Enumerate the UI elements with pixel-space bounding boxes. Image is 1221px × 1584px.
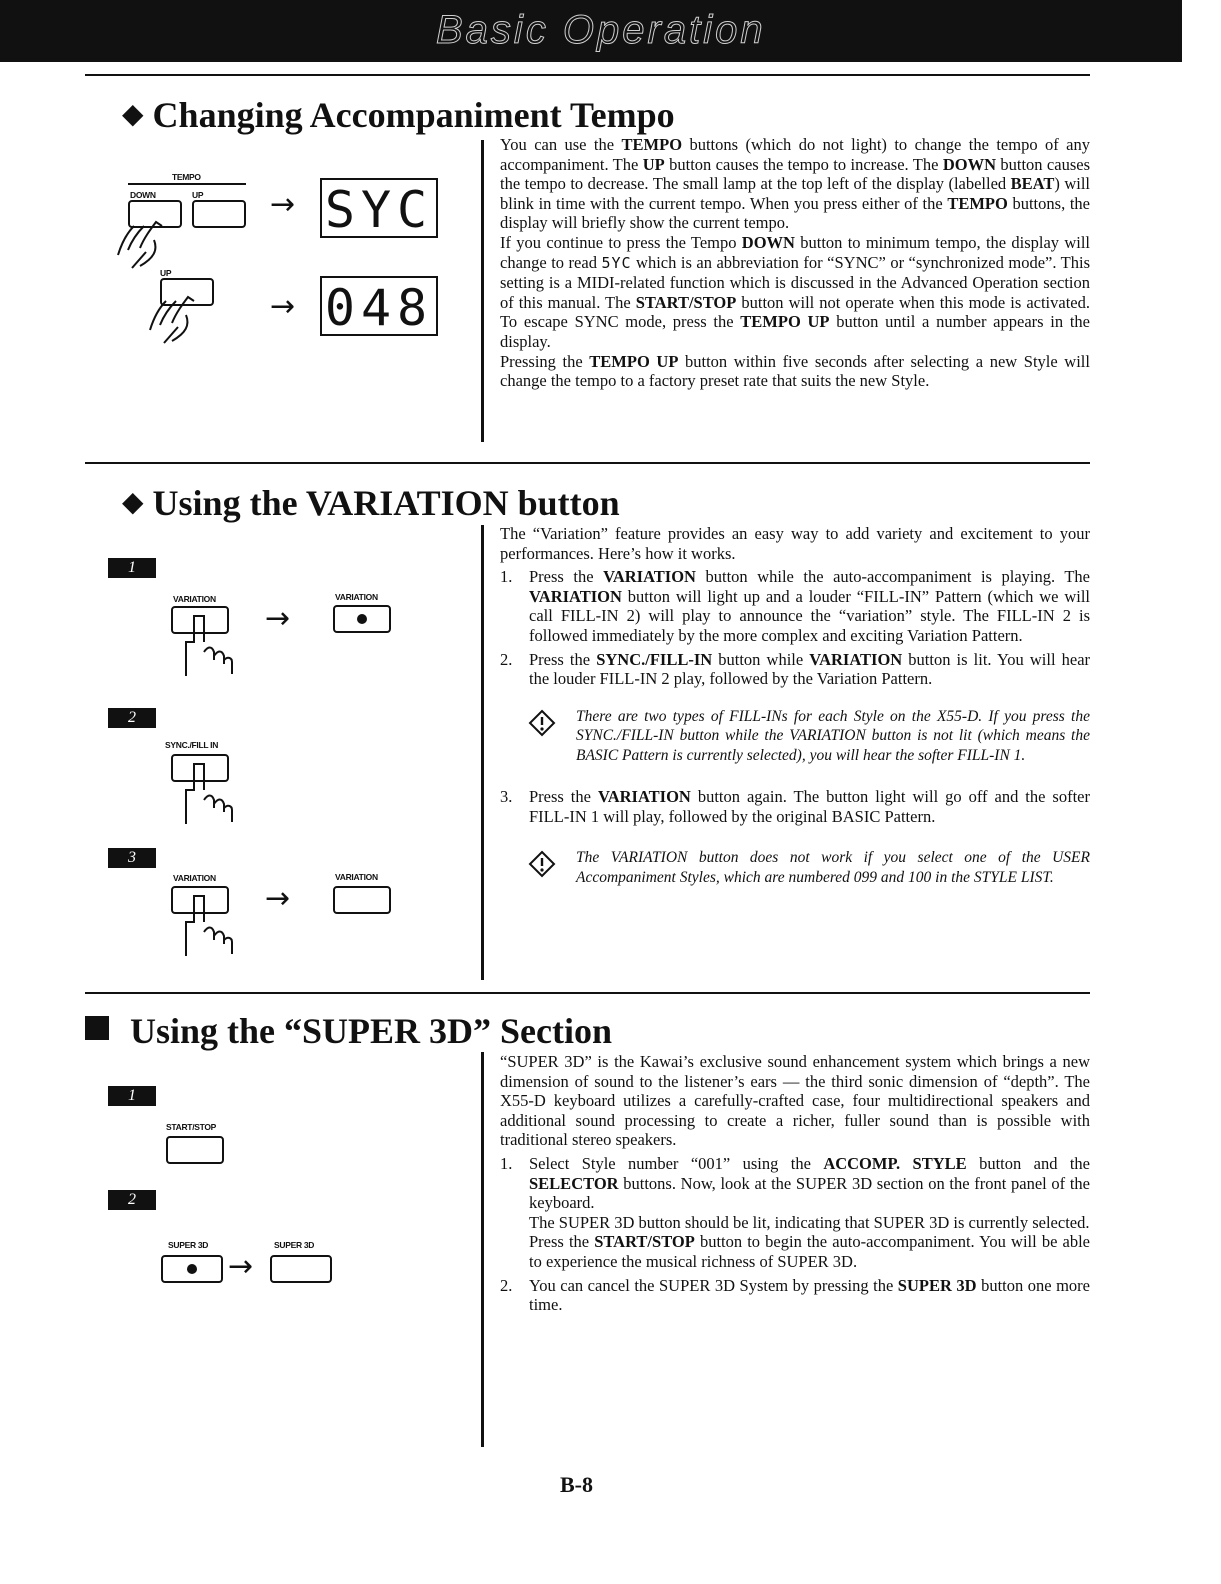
bold-term: START/STOP: [594, 1232, 695, 1252]
step-badge-1: 1: [108, 558, 156, 578]
step-number: 3.: [500, 787, 513, 807]
text-run: which is an abbreviation for “SYNC” or “synchronized mode”. This setting is a MIDI-related function which is discussed in the Advanced Operation section of this manual. The: [500, 252, 1090, 312]
bold-term: VARIATION: [529, 586, 622, 606]
text-run: button is lit. You will hear the louder FILL-IN 2 play, followed by the Variation Pattern.: [529, 649, 1091, 689]
text-run: Select Style number “001” using the: [529, 1153, 824, 1173]
variation-steps: [500, 787, 1090, 826]
bold-term: START/STOP: [635, 292, 737, 312]
finger-press-icon: [176, 612, 236, 678]
variation-steps: [500, 567, 1090, 689]
lcd-value: 048: [324, 279, 434, 337]
warning-diamond-icon: [528, 850, 556, 878]
variation-label: VARIATION: [173, 594, 216, 604]
page-number: B-8: [560, 1472, 593, 1497]
text-run: button to minimum tempo, the display will change to read: [500, 232, 1091, 272]
step-badge-3: 3: [108, 848, 156, 868]
text-run: Press the: [529, 1232, 595, 1252]
step-text: [529, 787, 1090, 826]
text-run: buttons (which do not light) to change the tempo of any accompaniment. The: [500, 135, 1090, 174]
section-title: Changing Accompaniment Tempo: [152, 95, 675, 135]
step-item: [500, 1154, 1090, 1272]
variation-button-unlit: [333, 886, 391, 914]
text-run: buttons. Now, look at the SUPER 3D section on the front panel of the keyboard.: [529, 1173, 1090, 1213]
header-banner: [0, 0, 1182, 62]
super3d-button-lit: [161, 1255, 223, 1283]
section-title: Using the VARIATION button: [152, 483, 620, 523]
body-paragraph: [500, 135, 1090, 233]
arrow-right-icon: →: [270, 187, 296, 222]
step-badge-2: 2: [108, 1190, 156, 1210]
text-run: Press the: [529, 649, 597, 669]
super3d-label: SUPER 3D: [274, 1240, 315, 1250]
text-run: button and the: [966, 1153, 1091, 1173]
step-number: 1.: [500, 1153, 513, 1173]
bold-term: VARIATION: [597, 787, 691, 807]
column-divider: [481, 525, 484, 980]
bold-term: BEAT: [1010, 174, 1055, 194]
step-number: 1.: [500, 567, 513, 587]
text-run: Press the: [529, 567, 604, 587]
text-run: buttons, the display will briefly show the current tempo.: [500, 193, 1090, 233]
note-text: There are two types of FILL-INs for each Style on the X55-D. If you press the SYNC./FILL-IN button while the VARIATION button is not lit (which means the BASIC Pattern is currently selected), you will hear the softer FILL-IN 1.: [576, 707, 1090, 764]
column-divider: [481, 140, 484, 442]
lcd-display-1: [320, 178, 438, 238]
text-run: You can cancel the SUPER 3D System by pressing the: [529, 1275, 898, 1295]
text-run: button while: [712, 649, 810, 669]
header-title: Basic Operation: [436, 8, 766, 52]
bold-term: SELECTOR: [529, 1173, 619, 1193]
step-text: [529, 650, 1090, 689]
sync-fill-label: SYNC./FILL IN: [165, 740, 219, 750]
bold-term: TEMPO: [621, 135, 683, 154]
pressing-hand-icon: [110, 210, 180, 270]
diamond-icon: ◆: [122, 97, 144, 130]
step-text: [529, 1154, 1090, 1213]
section-title: Using the “SUPER 3D” Section: [130, 1011, 613, 1051]
text-run: ) will blink in time with the current tempo. When you press either of the: [500, 174, 1091, 213]
tempo-up-button: [192, 200, 246, 228]
down-label: DOWN: [130, 190, 156, 200]
bold-term: VARIATION: [809, 649, 903, 669]
text-run: button will light up and a louder “FILL-IN” Pattern (which we will call FILL-IN 2) will play to announce the “variation” style. The FILL-IN 2 is followed immediately by the more complex and exciting Variation Pattern.: [529, 586, 1090, 645]
lcd-display-2: [320, 276, 438, 336]
text-run: button causes the tempo to decrease. The small lamp at the top left of the display (labelled: [500, 154, 1090, 194]
bold-term: DOWN: [741, 232, 795, 252]
bold-term: VARIATION: [603, 567, 696, 587]
up-label-2: UP: [160, 268, 172, 278]
text-run: button to begin the auto-accompaniment. You will be able to experience the musical richness of SUPER 3D.: [529, 1232, 1090, 1271]
bold-term: TEMPO UP: [740, 312, 830, 332]
step-item: [500, 567, 1090, 645]
variation-button-lit: [333, 605, 391, 633]
arrow-right-icon: →: [265, 881, 291, 916]
up-label: UP: [192, 190, 204, 200]
step-number: 2.: [500, 649, 513, 669]
step-text: [529, 1276, 1090, 1315]
text-run: button until a number appears in the display.: [500, 312, 1090, 351]
section-heading-tempo: [122, 94, 675, 136]
section-heading-variation: [122, 482, 620, 524]
super3d-steps: [500, 1154, 1090, 1315]
tempo-body-text: [500, 135, 1090, 391]
start-stop-label: START/STOP: [166, 1122, 217, 1132]
start-stop-button: [166, 1136, 224, 1164]
finger-press-icon: [176, 892, 236, 958]
text-run: button within five seconds after selecting a new Style will change the tempo to a factory preset rate that suits the new Style.: [500, 351, 1090, 391]
step-badge-1: 1: [108, 1086, 156, 1106]
square-bullet-icon: [85, 1016, 109, 1040]
lcd-value: SYC: [324, 181, 434, 239]
bold-term: SUPER 3D: [897, 1275, 977, 1295]
tempo-group-label: TEMPO: [172, 172, 201, 182]
variation-label: VARIATION: [173, 873, 216, 883]
note-text: The VARIATION button does not work if you select one of the USER Accompaniment Styles, which are numbered 099 and 100 in the STYLE LIST.: [576, 849, 1090, 886]
bold-term: DOWN: [942, 154, 996, 174]
body-paragraph: [500, 352, 1090, 391]
step-item: [500, 650, 1090, 689]
column-divider: [481, 1052, 484, 1447]
step-badge-2: 2: [108, 708, 156, 728]
body-paragraph: [500, 233, 1090, 352]
section-divider: [85, 74, 1090, 76]
text-run: button again. The button light will go off and the softer FILL-IN 1 will play, followed by the original BASIC Pattern.: [529, 787, 1090, 826]
step-number: 2.: [500, 1275, 513, 1295]
text-run: button causes the tempo to increase. The: [664, 154, 943, 174]
arrow-right-icon: →: [265, 601, 291, 636]
text-run: If you continue to press the Tempo: [500, 232, 742, 252]
bold-term: SYNC./FILL-IN: [596, 649, 713, 669]
super3d-label: SUPER 3D: [168, 1240, 209, 1250]
step-text: [529, 1213, 1090, 1233]
arrow-right-icon: →: [228, 1249, 254, 1284]
section-divider: [85, 462, 1090, 464]
super3d-intro: “SUPER 3D” is the Kawai’s exclusive sound enhancement system which brings a new dimension of sound to the listener’s ears — the third sonic dimension of “depth”. The X55-D keyboard utilizes a carefully-crafted case, four multidirectional speakers and additional sound processing to create a richer, fuller sound than is possible with traditional stereo speakers.: [500, 1052, 1090, 1150]
variation-note-1: [500, 707, 1090, 766]
label-rule: [128, 183, 246, 185]
variation-label: VARIATION: [335, 592, 378, 602]
bold-term: UP: [642, 154, 665, 174]
arrow-right-icon: →: [270, 289, 296, 324]
text-run: button will not operate when this mode is activated. To escape SYNC mode, press the: [500, 292, 1090, 332]
bold-term: ACCOMP. STYLE: [823, 1153, 967, 1173]
text-run: button while the auto-accompaniment is playing. The: [695, 567, 1090, 587]
bold-term: TEMPO: [947, 193, 1008, 213]
text-run: button one more time.: [529, 1275, 1090, 1315]
step-item: [500, 1276, 1090, 1315]
text-run: Press the: [529, 787, 598, 807]
diamond-icon: ◆: [122, 485, 144, 518]
step-text: [529, 1232, 1090, 1271]
text-run: The SUPER 3D button should be lit, indicating that SUPER 3D is currently selected.: [529, 1212, 1090, 1232]
bold-term: TEMPO UP: [589, 351, 679, 371]
super3d-body-text: [500, 1052, 1090, 1319]
step-text: [529, 567, 1090, 645]
text-run: You can use the: [500, 135, 622, 154]
step-item: [500, 787, 1090, 826]
warning-diamond-icon: [528, 709, 556, 737]
finger-press-icon: [176, 760, 236, 826]
text-run: Pressing the: [500, 351, 590, 371]
variation-label: VARIATION: [335, 872, 378, 882]
pressing-hand-icon: [142, 285, 212, 345]
super3d-button-unlit: [270, 1255, 332, 1283]
display-glyph: 5YC: [601, 253, 632, 272]
section-heading-super3d: [85, 1010, 612, 1052]
section-divider: [85, 992, 1090, 994]
variation-body-text: [500, 524, 1090, 887]
variation-note-2: [500, 848, 1090, 887]
variation-intro: The “Variation” feature provides an easy way to add variety and excitement to your performances. Here’s how it works.: [500, 524, 1090, 563]
